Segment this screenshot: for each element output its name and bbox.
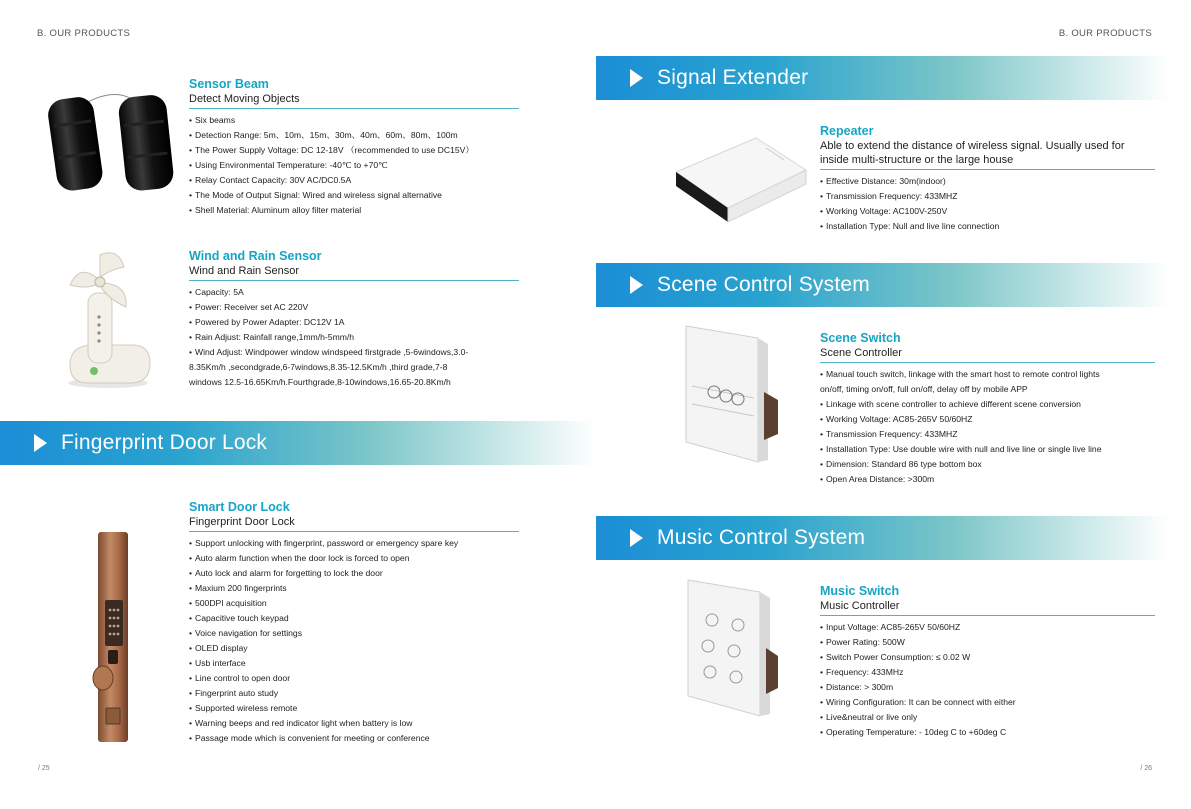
bullet-icon: • — [189, 583, 193, 593]
spec-item: • Capacitive touch keypad — [189, 611, 519, 626]
wind-rain-sensor-image — [50, 245, 156, 390]
product-subtitle: inside multi-structure or the large house — [820, 154, 1014, 166]
bullet-icon: • — [189, 115, 193, 125]
bullet-icon: • — [820, 369, 824, 379]
scene-switch-block — [820, 331, 1155, 487]
product-title: Repeater — [820, 124, 874, 138]
right-page — [596, 0, 1191, 809]
triangle-icon — [630, 69, 643, 87]
repeater-image — [674, 130, 809, 230]
bullet-icon: • — [189, 673, 193, 683]
door-lock-image — [92, 530, 138, 745]
bullet-icon: • — [189, 718, 193, 728]
bullet-icon: • — [820, 652, 824, 662]
bullet-icon: • — [189, 205, 193, 215]
spec-item-continued: windows 12.5-16.65Km/h.Fourthgrade,8-10windows,16.65-20.8Km/h — [189, 377, 451, 387]
spec-item: • Capacity: 5A — [189, 285, 519, 300]
section-title: Music Control System — [657, 526, 866, 549]
spec-item: • Frequency: 433MHz — [820, 665, 1155, 680]
bullet-icon: • — [189, 145, 193, 155]
running-head: B. OUR PRODUCTS — [1058, 28, 1152, 39]
spec-item: • Working Voltage: AC85-265V 50/60HZ — [820, 412, 1155, 427]
bullet-icon: • — [820, 712, 824, 722]
product-subtitle: Wind and Rain Sensor — [189, 265, 300, 277]
bullet-icon: • — [189, 302, 193, 312]
spec-item: • Voice navigation for settings — [189, 626, 519, 641]
bullet-icon: • — [820, 221, 824, 231]
bullet-icon: • — [189, 317, 193, 327]
spec-item: • Six beams — [189, 113, 519, 128]
title-rule — [820, 169, 1155, 170]
spec-item: • Maxium 200 fingerprints — [189, 581, 519, 596]
bullet-icon: • — [820, 429, 824, 439]
spec-item: • Working Voltage: AC100V-250V — [820, 204, 1155, 219]
spec-list — [820, 367, 1155, 487]
spec-item: • Switch Power Consumption: ≤ 0.02 W — [820, 650, 1155, 665]
triangle-icon — [34, 434, 47, 452]
sensor-beam-image — [44, 82, 184, 198]
title-rule — [820, 615, 1155, 616]
title-rule — [820, 362, 1155, 363]
spec-item: • Linkage with scene controller to achieve different scene conversion — [820, 397, 1155, 412]
bullet-icon: • — [189, 347, 193, 357]
spec-item: • Fingerprint auto study — [189, 686, 519, 701]
spec-item: • Installation Type: Use double wire with null and live line or single live line — [820, 442, 1155, 457]
product-title: Scene Switch — [820, 331, 901, 345]
wind-rain-block — [189, 249, 519, 390]
bullet-icon: • — [189, 190, 193, 200]
spec-list — [189, 285, 519, 390]
spec-list — [820, 620, 1155, 740]
spec-item: • The Mode of Output Signal: Wired and wireless signal alternative — [189, 188, 519, 203]
bullet-icon: • — [189, 538, 193, 548]
spec-item: • Rain Adjust: Rainfall range,1mm/h-5mm/h — [189, 330, 519, 345]
bullet-icon: • — [820, 191, 824, 201]
page-number: / 26 — [1140, 765, 1152, 772]
spec-item: • Effective Distance: 30m(indoor) — [820, 174, 1155, 189]
spec-item: • Dimension: Standard 86 type bottom box — [820, 457, 1155, 472]
bullet-icon: • — [820, 399, 824, 409]
bullet-icon: • — [189, 598, 193, 608]
running-head: B. OUR PRODUCTS — [37, 28, 131, 39]
title-rule — [189, 280, 519, 281]
bullet-icon: • — [820, 727, 824, 737]
product-subtitle: Detect Moving Objects — [189, 93, 300, 105]
section-title: Signal Extender — [657, 66, 809, 89]
product-title: Sensor Beam — [189, 77, 269, 91]
product-subtitle: Scene Controller — [820, 347, 902, 359]
bullet-icon: • — [820, 414, 824, 424]
product-title: Smart Door Lock — [189, 500, 290, 514]
spec-item: • Line control to open door — [189, 671, 519, 686]
bullet-icon: • — [189, 703, 193, 713]
spec-item: • Usb interface — [189, 656, 519, 671]
bullet-icon: • — [820, 444, 824, 454]
bullet-icon: • — [820, 206, 824, 216]
title-rule — [189, 531, 519, 532]
spec-item: • Operating Temperature: - 10deg C to +60deg C — [820, 725, 1155, 740]
bullet-icon: • — [189, 287, 193, 297]
bullet-icon: • — [189, 175, 193, 185]
bullet-icon: • — [189, 658, 193, 668]
spec-item: • Passage mode which is convenient for meeting or conference — [189, 731, 519, 746]
bullet-icon: • — [189, 733, 193, 743]
section-title: Fingerprint Door Lock — [61, 431, 268, 454]
product-subtitle: Music Controller — [820, 600, 900, 612]
scene-switch-image — [678, 322, 786, 464]
spec-item-continued: on/off, timing on/off, full on/off, delay off by mobile APP — [820, 384, 1028, 394]
bullet-icon: • — [820, 474, 824, 484]
spec-item: • Warning beeps and red indicator light when battery is low — [189, 716, 519, 731]
spec-item: • Transmission Frequency: 433MHZ — [820, 189, 1155, 204]
product-title: Music Switch — [820, 584, 900, 598]
spec-list — [189, 536, 519, 746]
bullet-icon: • — [189, 130, 193, 140]
spec-item: • Transmission Frequency: 433MHZ — [820, 427, 1155, 442]
spec-item: • Live&neutral or live only — [820, 710, 1155, 725]
bullet-icon: • — [820, 622, 824, 632]
product-subtitle: Able to extend the distance of wireless signal. Usually used for — [820, 140, 1125, 152]
spec-item: • Relay Contact Capacity: 30V AC/DC0.5A — [189, 173, 519, 188]
product-title: Wind and Rain Sensor — [189, 249, 322, 263]
spec-item: • Power: Receiver set AC 220V — [189, 300, 519, 315]
spec-item: • Input Voltage: AC85-265V 50/60HZ — [820, 620, 1155, 635]
spec-item: • OLED display — [189, 641, 519, 656]
triangle-icon — [630, 529, 643, 547]
spec-item: • Power Rating: 500W — [820, 635, 1155, 650]
spec-item: • The Power Supply Voltage: DC 12-18V （recommended to use DC15V） — [189, 143, 519, 158]
sensor-beam-block — [189, 77, 519, 218]
section-title: Scene Control System — [657, 273, 870, 296]
title-rule — [189, 108, 519, 109]
bullet-icon: • — [820, 697, 824, 707]
section-banner-scene — [596, 263, 1170, 307]
spec-list — [820, 174, 1155, 234]
bullet-icon: • — [820, 176, 824, 186]
bullet-icon: • — [189, 160, 193, 170]
bullet-icon: • — [820, 637, 824, 647]
spec-item: • Installation Type: Null and live line connection — [820, 219, 1155, 234]
spec-item: • Using Environmental Temperature: -40℃ to +70℃ — [189, 158, 519, 173]
door-lock-block — [189, 500, 519, 746]
bullet-icon: • — [820, 667, 824, 677]
spec-list — [189, 113, 519, 218]
section-banner-fingerprint — [0, 421, 596, 465]
spec-item: • Detection Range: 5m、10m、15m、30m、40m、60m、80m、100m — [189, 128, 519, 143]
section-banner-music — [596, 516, 1170, 560]
music-switch-block — [820, 584, 1155, 740]
spec-item: • Shell Material: Aluminum alloy filter material — [189, 203, 519, 218]
spec-item: • Auto lock and alarm for forgetting to lock the door — [189, 566, 519, 581]
spec-item: • Open Area Distance: >300m — [820, 472, 1155, 487]
section-banner-signal — [596, 56, 1170, 100]
spec-item: • Auto alarm function when the door lock is forced to open — [189, 551, 519, 566]
bullet-icon: • — [189, 613, 193, 623]
spec-item: • Powered by Power Adapter: DC12V 1A — [189, 315, 519, 330]
spec-item: • Supported wireless remote — [189, 701, 519, 716]
spec-item: • Support unlocking with fingerprint, password or emergency spare key — [189, 536, 519, 551]
bullet-icon: • — [189, 643, 193, 653]
bullet-icon: • — [189, 553, 193, 563]
spec-item: • Wind Adjust: Windpower window windspeed firstgrade ,5-6windows,3.0- — [189, 345, 519, 360]
bullet-icon: • — [189, 628, 193, 638]
bullet-icon: • — [189, 568, 193, 578]
bullet-icon: • — [820, 682, 824, 692]
page-number: / 25 — [38, 765, 50, 772]
spec-item: • Distance: > 300m — [820, 680, 1155, 695]
triangle-icon — [630, 276, 643, 294]
spec-item: • Wiring Configuration: It can be connect with either — [820, 695, 1155, 710]
spec-item-continued: 8.35Km/h ,secondgrade,6-7windows,8.35-12.5Km/h ,third grade,7-8 — [189, 362, 448, 372]
product-subtitle: Fingerprint Door Lock — [189, 516, 295, 528]
spec-item: • 500DPI acquisition — [189, 596, 519, 611]
spec-item: • Manual touch switch, linkage with the smart host to remote control lights — [820, 367, 1155, 382]
bullet-icon: • — [189, 332, 193, 342]
bullet-icon: • — [820, 459, 824, 469]
repeater-block — [820, 124, 1155, 234]
music-switch-image — [680, 576, 784, 718]
bullet-icon: • — [189, 688, 193, 698]
